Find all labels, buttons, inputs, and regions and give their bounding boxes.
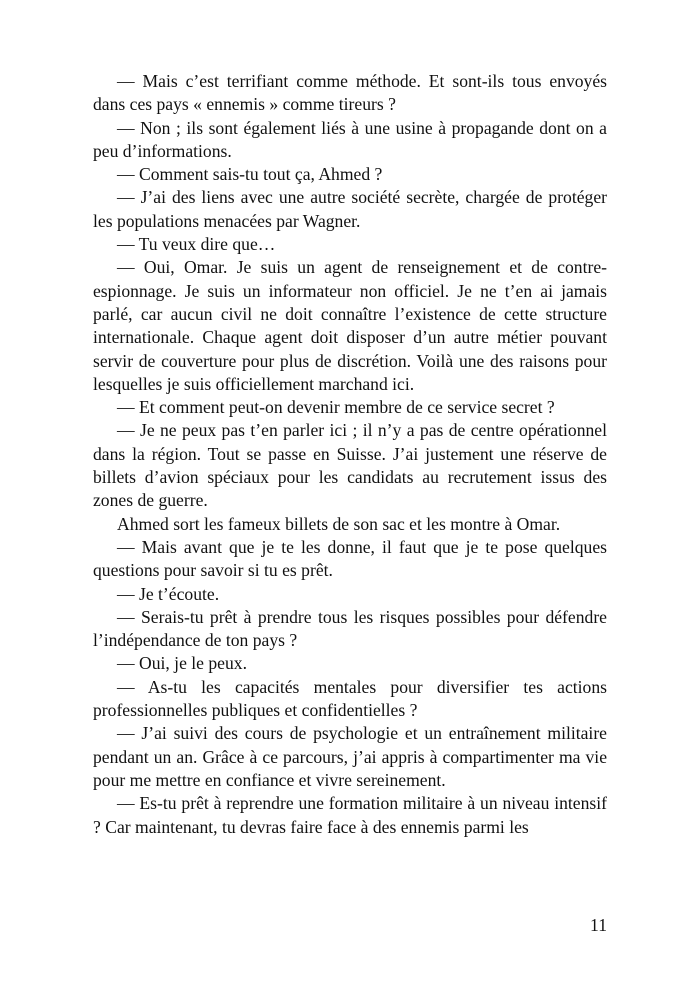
paragraph: — Je ne peux pas t’en parler ici ; il n’y a pas de centre opérationnel dans la région. Tout se passe en Suisse. J’ai justement une réserve de billets d’avion spéciaux pour les candidats au recrutement issus des zones de guerre. (93, 420, 607, 511)
paragraph: — J’ai des liens avec une autre société secrète, chargée de protéger les populations menacées par Wagner. (93, 187, 607, 231)
page-body (93, 70, 607, 839)
page-number: 11 (590, 915, 607, 935)
paragraph: — As-tu les capacités mentales pour diversifier tes actions professionnelles publiques et confidentielles ? (93, 676, 607, 721)
paragraph: — Je t’écoute. (117, 583, 220, 604)
paragraph: — Serais-tu prêt à prendre tous les risques possibles pour défendre l’indépendance de ton pays ? (93, 606, 607, 651)
paragraph: — Es-tu prêt à reprendre une formation militaire à un niveau intensif ? Car maintenant, tu devras faire face à des ennemis parmi les (93, 793, 607, 837)
paragraph: — Oui, Omar. Je suis un agent de renseignement et de contre-espionnage. Je suis un informateur non officiel. Je ne t’en ai jamais parlé, car aucun civil ne doit connaître l’existence de cette structure internationale. Chaque agent doit disposer d’un autre métier pouvant servir de couverture pour plus de discrétion. Voilà une des raisons pour lesquelles je suis officiellement marchand ici. (93, 257, 607, 394)
paragraph: — Non ; ils sont également liés à une usine à propagande dont on a peu d’informations. (93, 117, 607, 161)
paragraph: — Mais avant que je te les donne, il faut que je te pose quelques questions pour savoir si tu es prêt. (93, 536, 607, 581)
paragraph: Ahmed sort les fameux billets de son sac et les montre à Omar. (117, 513, 561, 534)
paragraph: — Comment sais-tu tout ça, Ahmed ? (117, 164, 383, 185)
paragraph: — Tu veux dire que… (117, 234, 276, 255)
paragraph: — Mais c’est terrifiant comme méthode. Et sont-ils tous envoyés dans ces pays « ennemis » comme tireurs ? (93, 71, 607, 115)
paragraph: — J’ai suivi des cours de psychologie et un entraînement militaire pendant un an. Grâce à ce parcours, j’ai appris à compartimenter ma vie pour me mettre en confiance et vivre sereinement. (93, 723, 607, 790)
paragraph: — Et comment peut-on devenir membre de ce service secret ? (117, 397, 555, 418)
paragraph: — Oui, je le peux. (117, 653, 247, 674)
